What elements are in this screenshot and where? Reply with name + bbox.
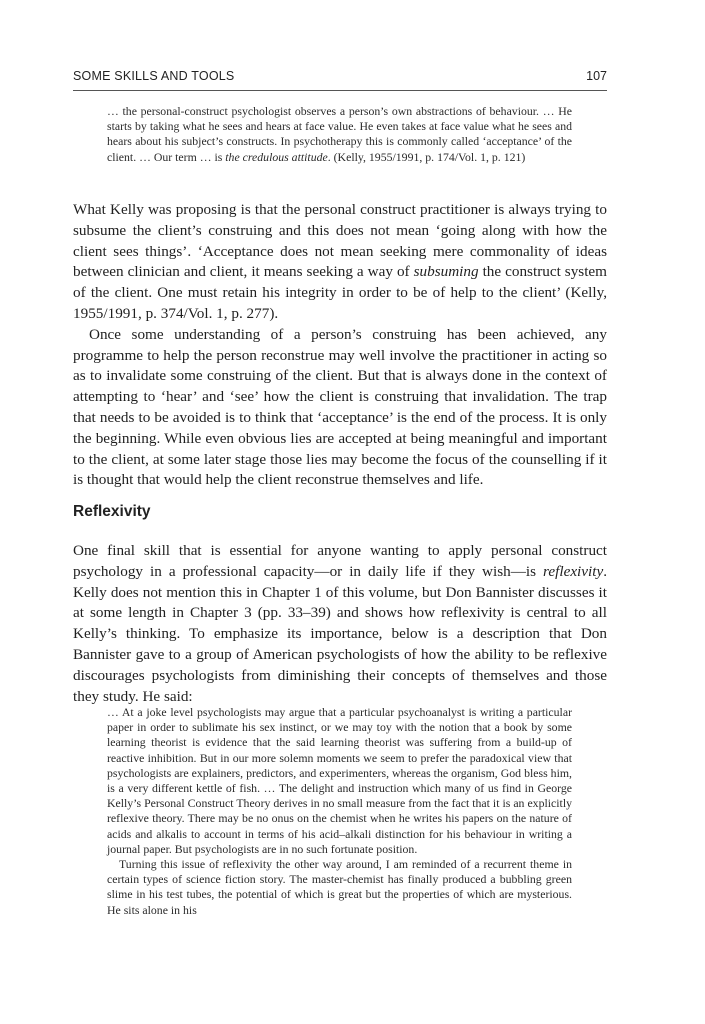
paragraph-text: What Kelly was proposing is that the personal construct practitioner is always trying to subsume the client’s construing and this does not mean ‘going along with how the client sees things’. ‘Acceptance does not mean seeking mere commonality of ideas between clinician and client, it means seeking a way of [73, 201, 607, 281]
section-heading-reflexivity: Reflexivity [73, 503, 151, 520]
body-section-two [73, 541, 607, 707]
paragraph-subsuming [73, 200, 607, 325]
quote-emphasis: the credulous attitude [225, 149, 328, 164]
paragraph-text: the construct system of the client. One must retain his integrity in order to be of help to the client’ (Kelly, 1955/1991, p. 374/Vol. 1, p. 277). [73, 263, 607, 322]
emphasis-reflexivity: reflexivity [543, 562, 604, 580]
bannister-quotation [107, 705, 572, 918]
body-section-one [73, 200, 607, 491]
paragraph-reflexivity [73, 541, 607, 707]
kelly-quotation-paragraph [107, 104, 572, 165]
paragraph-acceptance: Once some understanding of a person’s construing has been achieved, any programme to help the person reconstrue may well involve the practitioner in acting so as to invalidate some construing of the client. But that is always done in the context of attempting to ‘hear’ and ‘see’ how the client is construing that invalidation. The trap that needs to be avoided is to think that ‘acceptance’ is the end of the process. It is only the beginning. While even obvious lies are accepted at being meaningful and important to the client, at some later stage those lies may become the focus of the counselling if it is thought that would help the client reconstrue themselves and life. [73, 325, 607, 489]
running-head: SOME SKILLS AND TOOLS [73, 69, 235, 83]
bannister-quotation-paragraph-1: … At a joke level psychologists may argue that a particular psychoanalyst is writing a particular paper in order to sublimate his sex instinct, or we may toy with the notion that a book by some learning theorist is evidence that the said learning theorist was suffering from a build-up of reactive inhibition. But in our more solemn moments we seem to prefer the paradoxical view that psychologists are explainers, predictors, and experimenters, whereas the organism, God bless him, is a very different kettle of fish. … The delight and instruction which many of us find in George Kelly’s Personal Construct Theory derives in no small measure from the fact that it is an explicitly reflexive theory. There may be no onus on the chemist when he writes his papers on the nature of acids and alkalis to account in terms of his acid–alkali distinction for his behaviour in writing a journal paper. But psychologists are in no such fortunate position. [107, 705, 572, 856]
paragraph-text: . Kelly does not mention this in Chapter 1 of this volume, but Don Bannister discusses it at some length in Chapter 3 (pp. 33–39) and shows how reflexivity is central to all Kelly’s thinking. To emphasize its importance, below is a description that Don Bannister gave to a group of American psychologists of how the ability to be reflexive discourages psychologists from diminishing their concepts of themselves and those they study. He said: [73, 562, 607, 705]
quote-text: … the personal-construct psychologist observes a person’s own abstractions of behaviour. … He starts by taking what he sees and hears at face value. He even takes at face value what he sees and hears about his subject’s constructs. In psychotherapy this is commonly called ‘acceptance’ of the client. … Our term … is [107, 104, 572, 164]
kelly-quotation [107, 104, 572, 165]
paragraph-text: One final skill that is essential for anyone wanting to apply personal construct psychology in a professional capacity—or in daily life if they wish—is [73, 542, 607, 580]
quote-citation: . (Kelly, 1955/1991, p. 174/Vol. 1, p. 121) [327, 149, 526, 164]
page-number: 107 [586, 69, 607, 83]
bannister-quotation-paragraph-2: Turning this issue of reflexivity the other way around, I am reminded of a recurrent theme in certain types of science fiction story. The master-chemist has finally produced a bubbling green slime in his test tubes, the potential of which is great but the properties of which are mysterious. He sits alone in his [107, 857, 572, 917]
page-header [73, 68, 607, 91]
emphasis-subsuming: subsuming [413, 263, 479, 281]
